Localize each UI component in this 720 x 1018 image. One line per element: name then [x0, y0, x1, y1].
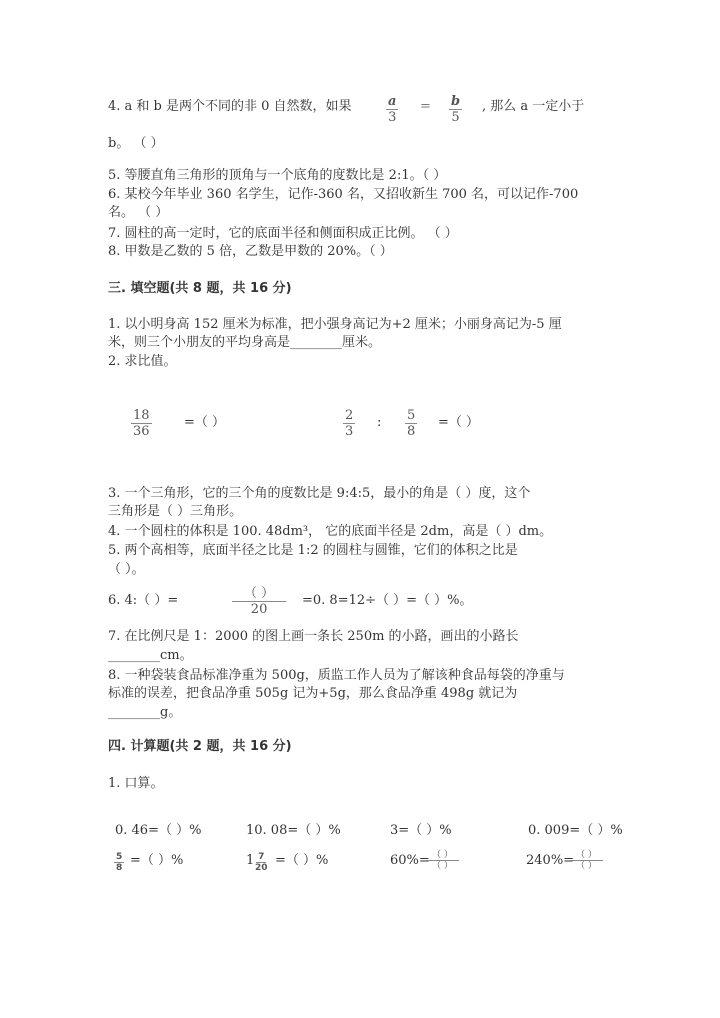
colon: : [377, 415, 382, 430]
judge-q4-line2: b。 （ ） [108, 136, 164, 151]
section-heading-calc: 四. 计算题(共 2 题，共 16 分) [108, 739, 292, 754]
numerator: b [451, 94, 461, 109]
q2a-answer: =（ ） [184, 415, 226, 430]
denominator: 20 [255, 863, 268, 873]
judge-q6-line2: 名。 （ ） [108, 205, 169, 220]
q2b-answer: =（ ） [438, 415, 480, 430]
calc-item: 60%= [390, 853, 430, 868]
calc-item: 240%= [526, 853, 575, 868]
denominator: 8 [116, 863, 123, 873]
fraction-a-3 [386, 94, 398, 125]
fill-q8-line2: 标准的误差，把食品净重 505g 记为+5g，那么食品净重 498g 就记为 [108, 686, 518, 701]
denominator: 5 [451, 110, 460, 125]
fraction-5-8 [114, 852, 124, 873]
fraction-7-20 [255, 852, 268, 873]
fill-q8-line1: 8. 一种袋装食品标准净重为 500g，质监工作人员为了解该种食品每袋的净重与 [108, 668, 565, 683]
fraction-b-5 [449, 94, 462, 125]
calc-item: =（ ）% [130, 853, 184, 868]
fill-q1-line1: 1. 以小明身高 152 厘米为标准，把小强身高记为+2 厘米；小丽身高记为-5 厘 [108, 317, 562, 332]
fill-q3-line2: 三角形是（ ）三角形。 [108, 504, 243, 519]
fill-q8-line3: ________g。 [108, 705, 182, 720]
calc-item: 0. 46=（ ）% [115, 823, 202, 838]
judge-q6-line1: 6. 某校今年毕业 360 名学生，记作-360 名，又招收新生 700 名，可以记作-700 [108, 187, 579, 202]
fraction-blank-20 [232, 586, 286, 617]
fill-q5-line2: （ ）。 [108, 562, 145, 577]
numerator: （ ） [232, 586, 286, 602]
fraction-blank [570, 850, 603, 871]
numerator: 18 [133, 408, 150, 423]
denominator: （ ） [432, 861, 453, 871]
fill-q7-line2: ________cm。 [108, 648, 193, 663]
fraction-blank [426, 850, 459, 871]
judge-q8: 8. 甲数是乙数的 5 倍，乙数是甲数的 20%。（ ） [108, 244, 393, 259]
fraction-5-8 [405, 408, 417, 439]
numerator: （ ） [570, 850, 603, 861]
equals-sign: = [420, 99, 431, 114]
mixed-whole: 1 [246, 853, 255, 868]
calc-q1: 1. 口算。 [108, 776, 164, 791]
denominator: 3 [345, 424, 354, 439]
fill-q2: 2. 求比值。 [108, 354, 177, 369]
numerator: （ ） [426, 850, 459, 861]
calc-item: 0. 009=（ ）% [528, 823, 623, 838]
denominator: 20 [250, 602, 268, 617]
calc-item: =（ ）% [275, 853, 329, 868]
denominator: 8 [407, 424, 416, 439]
numerator: 5 [116, 852, 123, 862]
q4-post: , 那么 a 一定小于 [482, 99, 585, 114]
denominator: 3 [388, 110, 397, 125]
fill-q7-line1: 7. 在比例尺是 1：2000 的图上画一条长 250m 的小路，画出的小路长 [108, 629, 519, 644]
fill-q1-line2: 米，则三个小朋友的平均身高是________厘米。 [108, 335, 382, 350]
judge-q7: 7. 圆柱的高一定时，它的底面半径和侧面积成正比例。 （ ） [108, 226, 458, 241]
calc-item: 10. 08=（ ）% [246, 823, 341, 838]
numerator: 5 [407, 408, 416, 423]
numerator: a [388, 94, 397, 109]
fill-q4: 4. 一个圆柱的体积是 100. 48dm³， 它的底面半径是 2dm，高是（ ）dm。 [108, 524, 553, 539]
fill-q6-post: =0. 8=12÷（ ）=（ ）%。 [302, 593, 473, 608]
calc-item: 3=（ ）% [390, 823, 452, 838]
fraction-18-36 [131, 408, 152, 439]
numerator: 2 [345, 408, 354, 423]
fill-q5-line1: 5. 两个高相等，底面半径之比是 1:2 的圆柱与圆锥，它们的体积之比是 [108, 543, 518, 558]
denominator: 36 [133, 424, 150, 439]
fill-q3-line1: 3. 一个三角形，它的三个角的度数比是 9:4:5，最小的角是（ ）度，这个 [108, 486, 531, 501]
denominator: （ ） [576, 861, 597, 871]
judge-q4-text [108, 98, 352, 116]
judge-q5: 5. 等腰直角三角形的顶角与一个底角的度数比是 2:1。（ ） [108, 168, 447, 183]
fill-q6-pre: 6. 4:（ ）= [108, 593, 179, 608]
numerator: 7 [258, 852, 265, 862]
section-heading-fill: 三. 填空题(共 8 题，共 16 分) [108, 281, 292, 296]
fraction-2-3 [343, 408, 355, 439]
q4-pre: 4. a 和 b 是两个不同的非 0 自然数，如果 [108, 99, 352, 114]
